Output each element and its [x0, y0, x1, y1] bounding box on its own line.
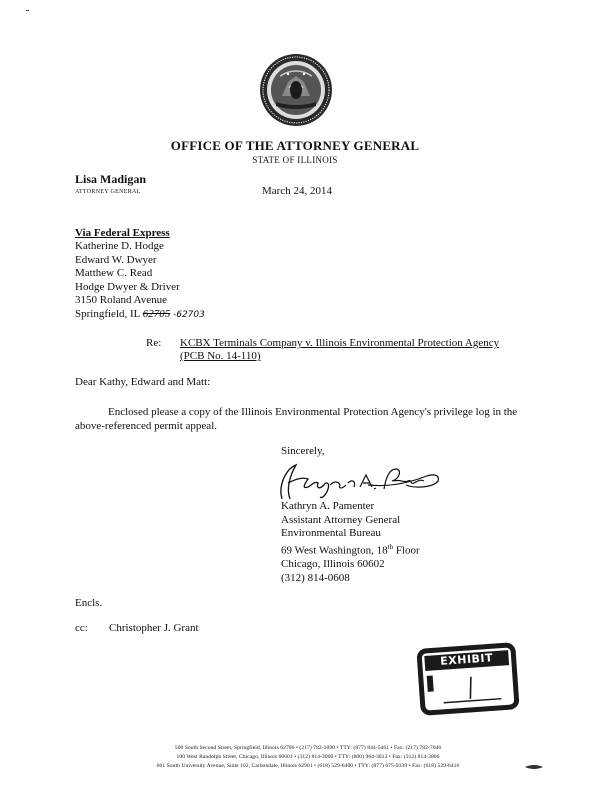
re-subject	[180, 337, 499, 363]
attorney-general-title: ATTORNEY GENERAL	[75, 189, 141, 195]
re-line: KCBX Terminals Company v. Illinois Environmental Protection Agency	[180, 337, 500, 349]
office-subtitle: STATE OF ILLINOIS	[252, 155, 338, 165]
recipient-line: Matthew C. Read	[75, 267, 153, 280]
cc-label: cc:	[75, 622, 88, 634]
signer-line: Kathryn A. Pamenter	[281, 500, 375, 512]
delivery-method: Via Federal Express	[75, 227, 170, 239]
cc-name: Christopher J. Grant	[109, 622, 199, 634]
recipient-line: Katherine D. Hodge	[75, 240, 164, 252]
office-title: OFFICE OF THE ATTORNEY GENERAL	[170, 138, 420, 153]
letter-date: March 24, 2014	[262, 185, 332, 197]
zip-handwritten: -62703	[172, 309, 205, 320]
enclosure-notation: Encls.	[75, 597, 103, 609]
handwritten-signature-icon	[268, 455, 446, 503]
recipient-address	[75, 240, 205, 323]
signer-line: Environmental Bureau	[281, 527, 381, 540]
recipient-line: Hodge Dwyer & Driver	[75, 280, 180, 293]
recycled-mark-icon	[524, 763, 544, 771]
recipient-city-line	[75, 308, 205, 323]
signer-line: Chicago, Illinois 60602	[281, 558, 385, 571]
letter-body: Enclosed please a copy of the Illinois Environmental Protection Agency's privilege log in the above-referenced permit appeal.	[75, 406, 518, 432]
signature-block	[281, 500, 420, 585]
signer-street: 69 West Washington, 18th Floor	[281, 542, 420, 557]
closing: Sincerely,	[281, 445, 325, 457]
scan-mark	[26, 10, 29, 11]
zip-struck: 62705	[142, 307, 171, 320]
signer-line: Assistant Attorney General	[281, 513, 401, 526]
illinois-seal-icon	[258, 52, 334, 128]
recipient-line: Edward W. Dwyer	[75, 253, 157, 266]
footer-springfield: 500 South Second Street, Springfield, Illinois 62706 • (217) 782-1090 • TTY: (877) 844-5461 • Fax: (217) 782-7046	[174, 745, 442, 751]
exhibit-stamp	[416, 642, 520, 717]
signer-line: (312) 814-0608	[281, 571, 350, 584]
recipient-line: 3150 Roland Avenue	[75, 294, 168, 307]
exhibit-label: EXHIBIT	[439, 651, 494, 668]
re-line: (PCB No. 14-110)	[180, 350, 261, 362]
re-label: Re:	[146, 337, 162, 349]
salutation: Dear Kathy, Edward and Matt:	[75, 376, 211, 388]
city-state: Springfield, IL	[75, 307, 140, 320]
attorney-general-name: Lisa Madigan	[75, 172, 147, 186]
footer-chicago: 100 West Randolph Street, Chicago, Illinois 60601 • (312) 814-3000 • TTY: (800) 964-3013 • Fax: (312) 814-3806	[176, 754, 440, 760]
footer-carbondale: 601 South University Avenue, Suite 102, Carbondale, Illinois 62901 • (618) 529-6400 • TTY: (877) 675-9339 • Fax: (618) 529-6416	[156, 763, 460, 769]
